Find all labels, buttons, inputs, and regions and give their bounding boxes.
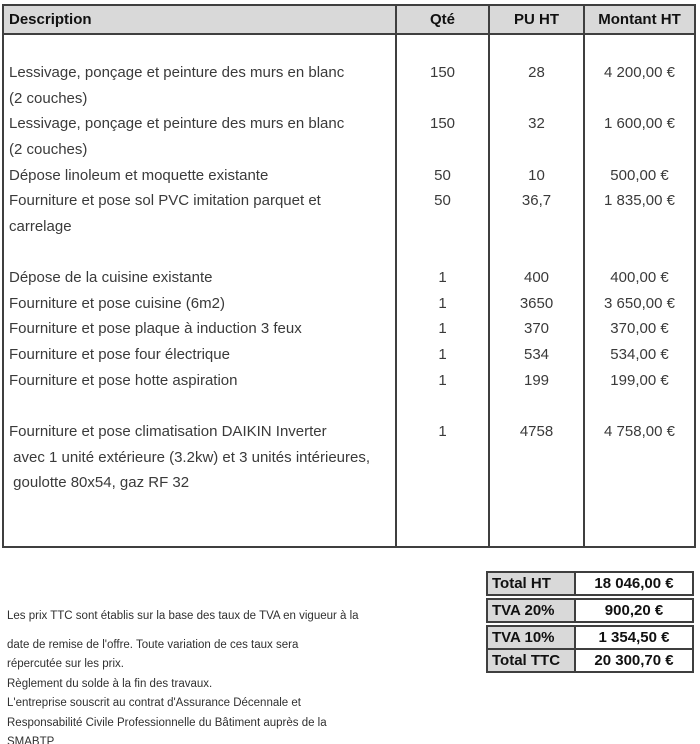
cell-pu-ht <box>489 85 584 111</box>
table-row <box>3 111 695 137</box>
cell-qty <box>396 470 489 496</box>
cell-qty <box>396 213 489 239</box>
table-row <box>3 290 695 316</box>
cell-description: Fourniture et pose cuisine (6m2) <box>3 290 396 316</box>
cell-montant-ht <box>584 85 695 111</box>
cell-description: Fourniture et pose sol PVC imitation parquet et <box>3 188 396 214</box>
table-row <box>3 34 695 60</box>
cell-qty <box>396 137 489 163</box>
cell-pu-ht <box>489 393 584 419</box>
totals-row <box>486 598 694 623</box>
totals-value: 900,20 € <box>576 600 692 621</box>
cell-montant-ht: 4 200,00 € <box>584 60 695 86</box>
totals-row <box>486 571 694 596</box>
table-row <box>3 85 695 111</box>
table-row <box>3 419 695 445</box>
cell-montant-ht <box>584 239 695 265</box>
table-row <box>3 188 695 214</box>
cell-pu-ht <box>489 496 584 522</box>
cell-description <box>3 393 396 419</box>
cell-description: Dépose de la cuisine existante <box>3 265 396 291</box>
cell-montant-ht <box>584 521 695 547</box>
note-line: répercutée sur les prix. <box>7 658 124 670</box>
table-row <box>3 239 695 265</box>
note-line: Règlement du solde à la fin des travaux. <box>7 677 213 690</box>
cell-pu-ht: 400 <box>489 265 584 291</box>
table-row <box>3 444 695 470</box>
cell-pu-ht: 4758 <box>489 419 584 445</box>
note-line: date de remise de l'offre. Toute variation de ces taux sera <box>7 638 299 651</box>
cell-montant-ht <box>584 34 695 60</box>
cell-description: (2 couches) <box>3 85 396 111</box>
cell-pu-ht <box>489 444 584 470</box>
table-row <box>3 213 695 239</box>
cell-montant-ht: 400,00 € <box>584 265 695 291</box>
cell-montant-ht <box>584 496 695 522</box>
cell-pu-ht <box>489 213 584 239</box>
note-line: SMABTP <box>7 736 55 744</box>
column-header-description: Description <box>3 5 396 34</box>
invoice-table <box>2 4 696 548</box>
cell-description: (2 couches) <box>3 137 396 163</box>
cell-qty: 1 <box>396 316 489 342</box>
cell-description <box>3 34 396 60</box>
cell-description: goulotte 80x54, gaz RF 32 <box>3 470 396 496</box>
column-header-pu-ht: PU HT <box>489 5 584 34</box>
cell-description: avec 1 unité extérieure (3.2kw) et 3 unités intérieures, <box>3 444 396 470</box>
cell-description: Lessivage, ponçage et peinture des murs en blanc <box>3 60 396 86</box>
cell-qty: 1 <box>396 367 489 393</box>
totals-label: Total TTC <box>488 650 576 671</box>
note-line: Les prix TTC sont établis sur la base des taux de TVA en vigueur à la <box>7 610 359 622</box>
cell-qty <box>396 496 489 522</box>
totals-label: TVA 20% <box>488 600 576 621</box>
table-row <box>3 60 695 86</box>
table-header-row <box>3 5 695 34</box>
cell-montant-ht: 500,00 € <box>584 162 695 188</box>
table-row <box>3 342 695 368</box>
cell-montant-ht: 1 835,00 € <box>584 188 695 214</box>
cell-montant-ht: 534,00 € <box>584 342 695 368</box>
cell-pu-ht: 36,7 <box>489 188 584 214</box>
cell-qty: 1 <box>396 290 489 316</box>
cell-qty <box>396 393 489 419</box>
totals-value: 18 046,00 € <box>576 573 692 594</box>
cell-qty: 1 <box>396 342 489 368</box>
cell-qty: 1 <box>396 265 489 291</box>
cell-montant-ht <box>584 470 695 496</box>
cell-qty <box>396 34 489 60</box>
cell-pu-ht: 534 <box>489 342 584 368</box>
cell-description: Fourniture et pose four électrique <box>3 342 396 368</box>
cell-description: Fourniture et pose hotte aspiration <box>3 367 396 393</box>
cell-description: Fourniture et pose climatisation DAIKIN Inverter <box>3 419 396 445</box>
cell-pu-ht <box>489 239 584 265</box>
cell-montant-ht <box>584 444 695 470</box>
table-row <box>3 393 695 419</box>
cell-montant-ht <box>584 137 695 163</box>
totals-label: Total HT <box>488 573 576 594</box>
cell-pu-ht <box>489 137 584 163</box>
cell-pu-ht: 10 <box>489 162 584 188</box>
invoice-table-body <box>3 34 695 547</box>
notes-block <box>7 607 472 744</box>
table-row <box>3 137 695 163</box>
totals-table <box>486 571 694 675</box>
table-row <box>3 470 695 496</box>
table-row <box>3 265 695 291</box>
cell-qty <box>396 239 489 265</box>
cell-description: carrelage <box>3 213 396 239</box>
cell-pu-ht: 32 <box>489 111 584 137</box>
cell-qty <box>396 521 489 547</box>
table-row <box>3 496 695 522</box>
table-row <box>3 316 695 342</box>
cell-qty: 50 <box>396 162 489 188</box>
cell-qty <box>396 85 489 111</box>
cell-description <box>3 239 396 265</box>
table-row <box>3 367 695 393</box>
cell-pu-ht: 199 <box>489 367 584 393</box>
table-row <box>3 162 695 188</box>
totals-label: TVA 10% <box>488 627 576 648</box>
cell-description <box>3 496 396 522</box>
cell-montant-ht: 1 600,00 € <box>584 111 695 137</box>
cell-pu-ht: 370 <box>489 316 584 342</box>
cell-pu-ht: 3650 <box>489 290 584 316</box>
cell-montant-ht: 199,00 € <box>584 367 695 393</box>
cell-pu-ht <box>489 470 584 496</box>
totals-value: 20 300,70 € <box>576 650 692 671</box>
totals-row <box>486 625 694 650</box>
cell-qty <box>396 444 489 470</box>
note-line: Responsabilité Civile Professionnelle du Bâtiment auprès de la <box>7 716 327 729</box>
cell-qty: 50 <box>396 188 489 214</box>
cell-pu-ht <box>489 521 584 547</box>
cell-description: Fourniture et pose plaque à induction 3 feux <box>3 316 396 342</box>
cell-montant-ht: 3 650,00 € <box>584 290 695 316</box>
cell-description: Dépose linoleum et moquette existante <box>3 162 396 188</box>
cell-qty: 150 <box>396 111 489 137</box>
cell-pu-ht <box>489 34 584 60</box>
totals-value: 1 354,50 € <box>576 627 692 648</box>
cell-montant-ht <box>584 393 695 419</box>
cell-montant-ht: 4 758,00 € <box>584 419 695 445</box>
totals-row <box>486 648 694 673</box>
cell-description: Lessivage, ponçage et peinture des murs en blanc <box>3 111 396 137</box>
column-header-montant-ht: Montant HT <box>584 5 695 34</box>
cell-qty: 1 <box>396 419 489 445</box>
cell-montant-ht: 370,00 € <box>584 316 695 342</box>
note-line: L'entreprise souscrit au contrat d'Assurance Décennale et <box>7 697 301 709</box>
cell-montant-ht <box>584 213 695 239</box>
table-row <box>3 521 695 547</box>
cell-description <box>3 521 396 547</box>
cell-qty: 150 <box>396 60 489 86</box>
column-header-qty: Qté <box>396 5 489 34</box>
cell-pu-ht: 28 <box>489 60 584 86</box>
